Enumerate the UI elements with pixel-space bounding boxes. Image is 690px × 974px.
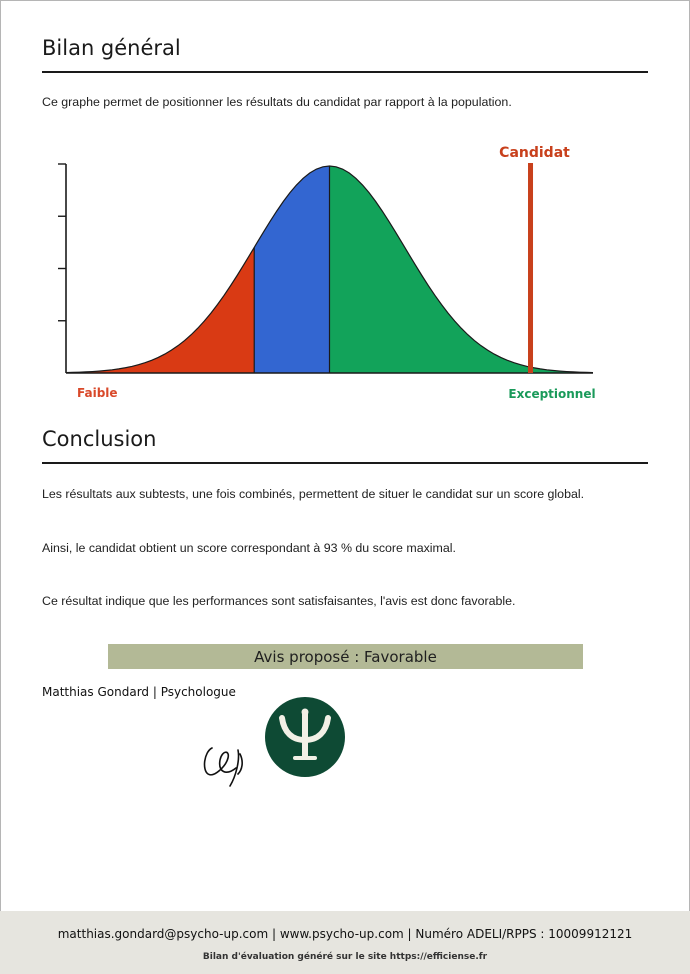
conclusion-divider [42,462,648,464]
zones-layer [66,166,593,373]
avis-label: Avis proposé : Favorable [254,647,437,666]
bilan-intro: Ce graphe permet de positionner les résultats du candidat par rapport à la population. [42,95,512,109]
zone-low [66,247,254,373]
page-footer [0,911,690,974]
faible-label: Faible [77,386,118,400]
footer-contact: matthias.gondard@psycho-up.com | www.psycho-up.com | Numéro ADELI/RPPS : 10009912121 [57,927,633,941]
psi-icon [264,696,346,778]
conclusion-paragraph-3: Ce résultat indique que les performances sont satisfaisantes, l'avis est donc favorable. [42,594,516,608]
signature-name: Matthias Gondard | Psychologue [42,685,236,699]
avis-banner [108,644,583,669]
candidate-label: Candidat [499,145,570,161]
handwritten-signature [200,740,260,790]
conclusion-paragraph-1: Les résultats aux subtests, une fois combinés, permettent de situer le candidat sur un score global. [42,487,585,501]
conclusion-paragraph-2: Ainsi, le candidat obtient un score correspondant à 93 % du score maximal. [42,541,456,555]
zone-above-mean [330,166,594,373]
footer-generated: Bilan d'évaluation généré sur le site https://efficiense.fr [202,952,488,962]
candidate-marker [528,163,533,373]
zone-below-mean [254,166,329,373]
bilan-title: Bilan général [42,36,181,60]
conclusion-title: Conclusion [42,427,157,451]
distribution-chart [0,0,690,410]
exceptionnel-label: Exceptionnel [508,387,596,401]
